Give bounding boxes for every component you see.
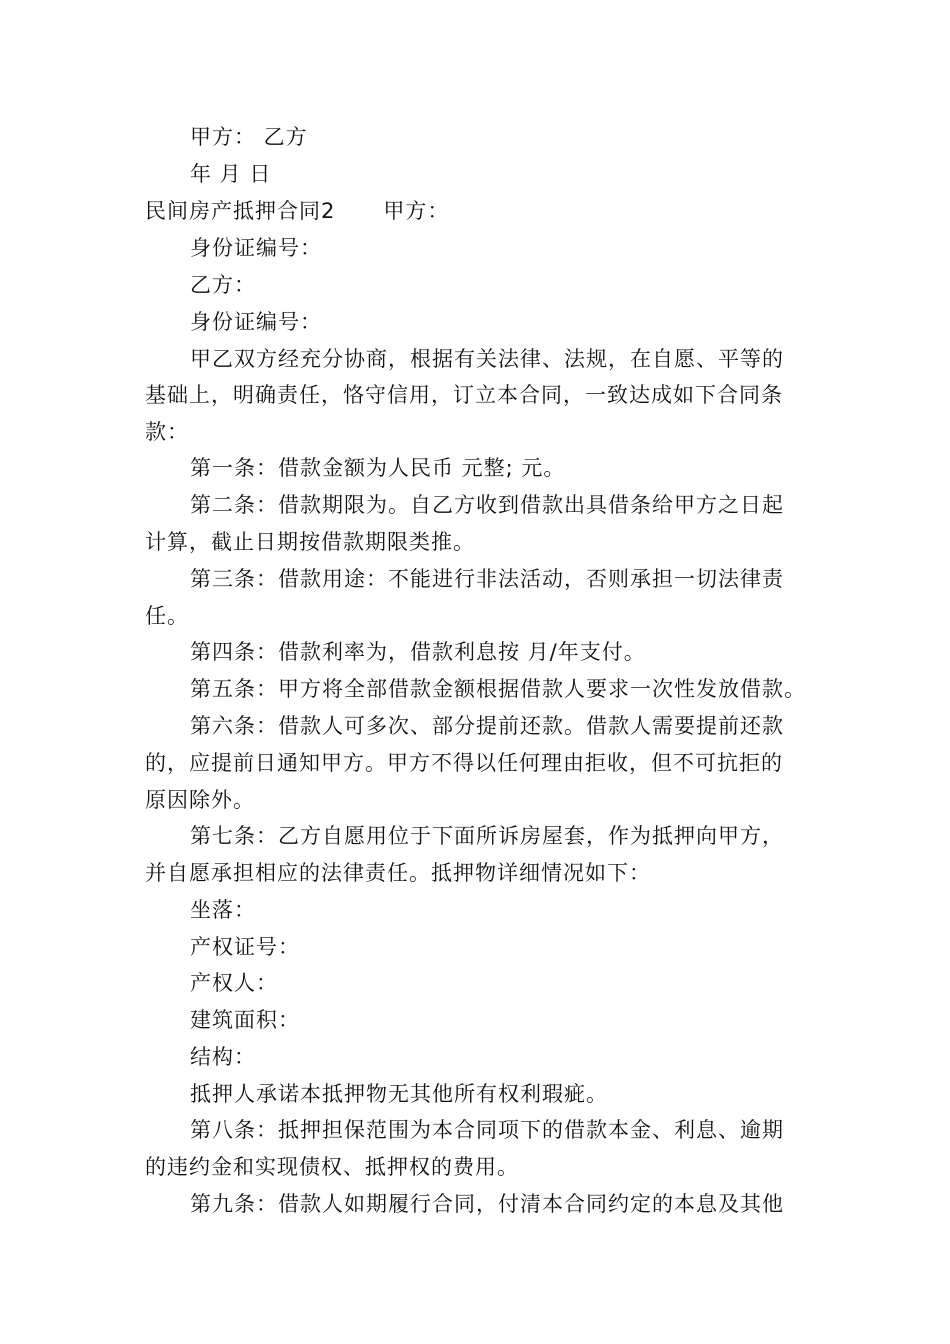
text-line: 抵押人承诺本抵押物无其他所有权利瑕疵。 xyxy=(190,1082,608,1106)
clause-line: 原因除外。 xyxy=(145,788,255,812)
clause-line: 第七条：乙方自愿用位于下面所诉房屋套，作为抵押向甲方， xyxy=(190,824,784,848)
party-a-label: 甲方： xyxy=(383,199,450,223)
clause-line: 第二条：借款期限为。自乙方收到借款出具借条给甲方之日起 xyxy=(190,493,784,517)
document-title: 民间房产抵押合同2 xyxy=(145,199,336,223)
field-line: 结构： xyxy=(190,1045,256,1069)
text-line: 身份证编号： xyxy=(190,310,322,334)
field-line: 产权证号： xyxy=(190,935,300,959)
clause-line: 第九条：借款人如期履行合同，付清本合同约定的本息及其他 xyxy=(190,1192,784,1216)
clause-line: 的违约金和实现债权、抵押权的费用。 xyxy=(145,1155,519,1179)
clause-line: 任。 xyxy=(145,604,189,628)
clause-line: 第一条：借款金额为人民币 元整; 元。 xyxy=(190,456,566,480)
title-row xyxy=(145,198,810,224)
paragraph-line: 基础上，明确责任，恪守信用，订立本合同，一致达成如下合同条 xyxy=(145,383,783,407)
text-line: 乙方： xyxy=(190,273,256,297)
clause-line: 第三条：借款用途：不能进行非法活动，否则承担一切法律责 xyxy=(190,567,784,591)
paragraph-line: 甲乙双方经充分协商，根据有关法律、法规，在自愿、平等的 xyxy=(190,347,784,371)
text-line: 年 月 日 xyxy=(190,162,272,186)
clause-line: 的，应提前日通知甲方。甲方不得以任何理由拒收，但不可抗拒的 xyxy=(145,751,783,775)
clause-line: 第六条：借款人可多次、部分提前还款。借款人需要提前还款 xyxy=(190,714,784,738)
clause-line: 第八条：抵押担保范围为本合同项下的借款本金、利息、逾期 xyxy=(190,1118,784,1142)
clause-line: 第五条：甲方将全部借款金额根据借款人要求一次性发放借款。 xyxy=(190,677,806,701)
clause-line: 并自愿承担相应的法律责任。抵押物详细情况如下： xyxy=(145,861,651,885)
paragraph-line: 款： xyxy=(145,420,189,444)
clause-line: 第四条：借款利率为，借款利息按 月/年支付。 xyxy=(190,640,646,664)
field-line: 产权人： xyxy=(190,971,278,995)
text-line: 身份证编号： xyxy=(190,236,322,260)
clause-line: 计算，截止日期按借款期限类推。 xyxy=(145,530,475,554)
text-line: 甲方： 乙方 xyxy=(190,125,308,149)
field-line: 建筑面积： xyxy=(190,1008,300,1032)
field-line: 坐落： xyxy=(190,898,256,922)
